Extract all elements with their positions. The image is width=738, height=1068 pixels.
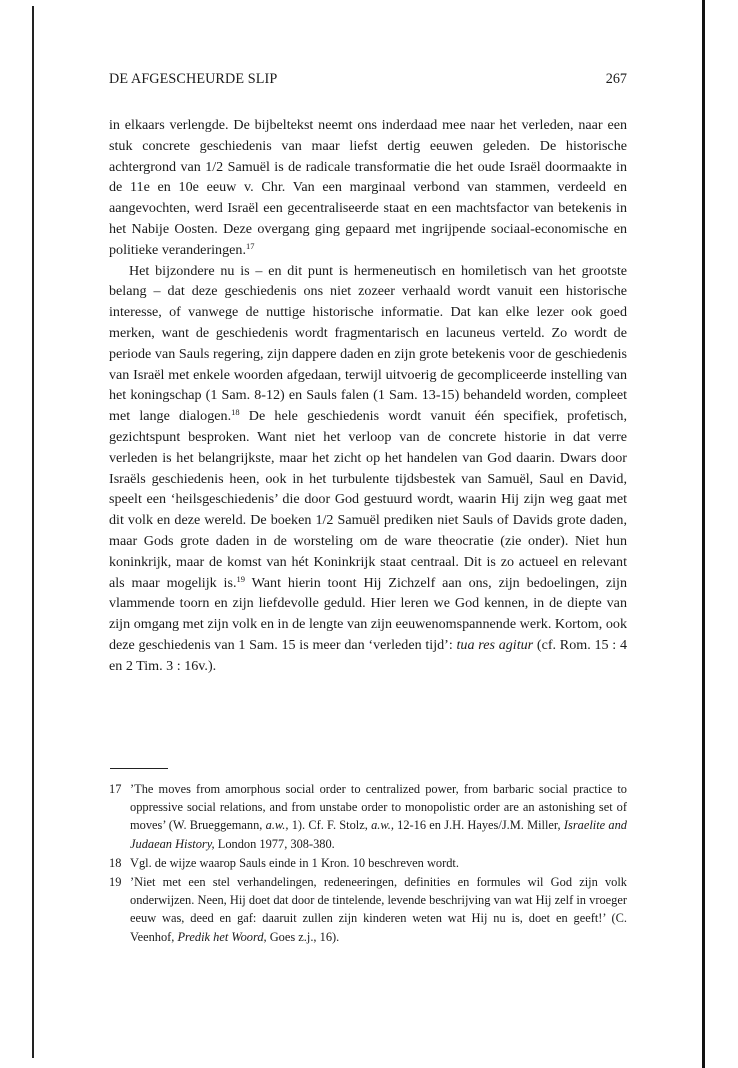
text-run: ’Niet met een stel verhandelingen, redeneeringen, definities en formules wil God zijn volk onderwijzen. Neen, Hij doet dat door de tintelende, levende beschrijving van wat Hij zelf in vroeger eeuw was, deed en gaf: daaruit zullen zijn kinderen weten wat Hij nu is, doet en geeft!’ (C. Veenhof, bbox=[130, 875, 627, 944]
italic-text: tua res agitur bbox=[456, 636, 534, 653]
footnote-19 bbox=[109, 873, 627, 946]
italic-text: Israelite and Judaean History, bbox=[130, 818, 627, 851]
footnote-18 bbox=[109, 854, 627, 872]
footnote-reference: 18 bbox=[231, 407, 240, 418]
body-text bbox=[109, 115, 627, 677]
footnote-text bbox=[130, 873, 627, 946]
text-run: ’The moves from amorphous social order to centralized power, from barbaric social practice to oppressive social relations, and from unstabe order to monopolistic order are an astonishing set of moves’ (W. Brueggemann, bbox=[130, 782, 627, 833]
footnote-reference: 17 bbox=[245, 240, 255, 251]
footnote-number: 19 bbox=[109, 875, 122, 890]
paragraph-2 bbox=[109, 261, 627, 677]
page-number: 267 bbox=[605, 71, 627, 87]
footnote-separator bbox=[110, 768, 168, 769]
footnote-text bbox=[130, 854, 627, 872]
text-run: Goes z.j., 16). bbox=[266, 929, 340, 944]
footnote-text bbox=[130, 780, 627, 853]
italic-text: a.w., bbox=[371, 818, 394, 833]
italic-text: a.w., bbox=[265, 818, 289, 833]
footnote-reference: 19 bbox=[236, 573, 245, 584]
footnote-17 bbox=[109, 780, 627, 853]
footnote-number: 18 bbox=[109, 855, 122, 870]
scan-edge-left bbox=[32, 6, 34, 1058]
text-run: London 1977, 308-380. bbox=[214, 836, 335, 851]
running-head-title: DE AFGESCHEURDE SLIP bbox=[109, 71, 278, 87]
text-run: Want hierin toont Hij Zichzelf aan ons, zijn bedoelingen, zijn vlammende toorn en zijn liefdevolle geduld. Hier leren we God kennen, in de diepte van zijn omgang met zijn volk en in de lengte van zijn eeuwenomspannende werk. Kortom, ook deze geschiedenis van 1 Sam. 15 is meer dan ‘verleden tijd’: bbox=[109, 574, 627, 653]
text-run: Het bijzondere nu is – en dit punt is hermeneutisch en homiletisch van het grootste belang – dat deze geschiedenis ons niet zozeer verhaald wordt vanuit een historische interesse, of vanwege de nuttige historische informatie. Dat kan elke lezer ook goed merken, want de geschiedenis wordt fragmentarisch en lacuneus verteld. Zo wordt de periode van Sauls regering, zijn dappere daden en zijn grote betekenis voor de geschiedenis van Israël met enkele woorden afgedaan, terwijl uitvoerig de gecompliceerde instelling van het koningschap (1 Sam. 8-12) en Sauls falen (1 Sam. 13-15) behandeld worden, compleet met lange dialogen. bbox=[109, 262, 627, 425]
text-run: 12-16 en J.H. Hayes/J.M. Miller, bbox=[393, 818, 564, 833]
footnote-number: 17 bbox=[109, 782, 122, 796]
footnotes bbox=[109, 780, 627, 947]
text-run: De hele geschiedenis wordt vanuit één specifiek, profetisch, gezichtspunt besproken. Want niet het verloop van de concrete historie in dat verre verleden is het belangrijkste, maar het zicht op het handelen van God daarin. Dwars door Israëls geschiedenis heen, ook in het turbulente tijdsbestek van Samuël, Saul en David, speelt een ‘heilsgeschiedenis’ die door God gestuurd wordt, waarin Hij zijn weg gaat met dit volk en deze wereld. De boeken 1/2 Samuël prediken niet Sauls of Davids grote daden, maar Gods grote daden in de worsteling om de ware theocratie (zie onder). Niet hun koninkrijk, maar de komst van hét Koninkrijk staat centraal. Dit is zo actueel en relevant als maar mogelijk is. bbox=[109, 408, 627, 591]
text-run: in elkaars verlengde. De bijbeltekst neemt ons inderdaad mee naar het verleden, naar een stuk concrete geschiedenis van maar liefst dertig eeuwen geleden. De historische achtergrond van 1/2 Samuël is de radicale transformatie die het oude Israël doormaakte in de 11e en 10e eeuw v. Chr. Van een marginaal verbond van stammen, verdeeld en aangevochten, werd Israël een gecentraliseerde staat en een machtsfactor van betekenis in het Nabije Oosten. Deze overgang ging gepaard met ingrijpende sociaal-economische en politieke veranderingen. bbox=[109, 117, 627, 258]
paragraph-1 bbox=[109, 115, 627, 261]
text-run: Vgl. de wijze waarop Sauls einde in 1 Kron. 10 beschreven wordt. bbox=[130, 855, 459, 870]
italic-text: Predik het Woord, bbox=[177, 929, 267, 944]
text-run: 1). Cf. F. Stolz, bbox=[288, 818, 372, 833]
text-run: (cf. Rom. 15 : 4 en 2 Tim. 3 : 16v.). bbox=[109, 636, 627, 674]
scan-edge-right bbox=[702, 0, 705, 1068]
